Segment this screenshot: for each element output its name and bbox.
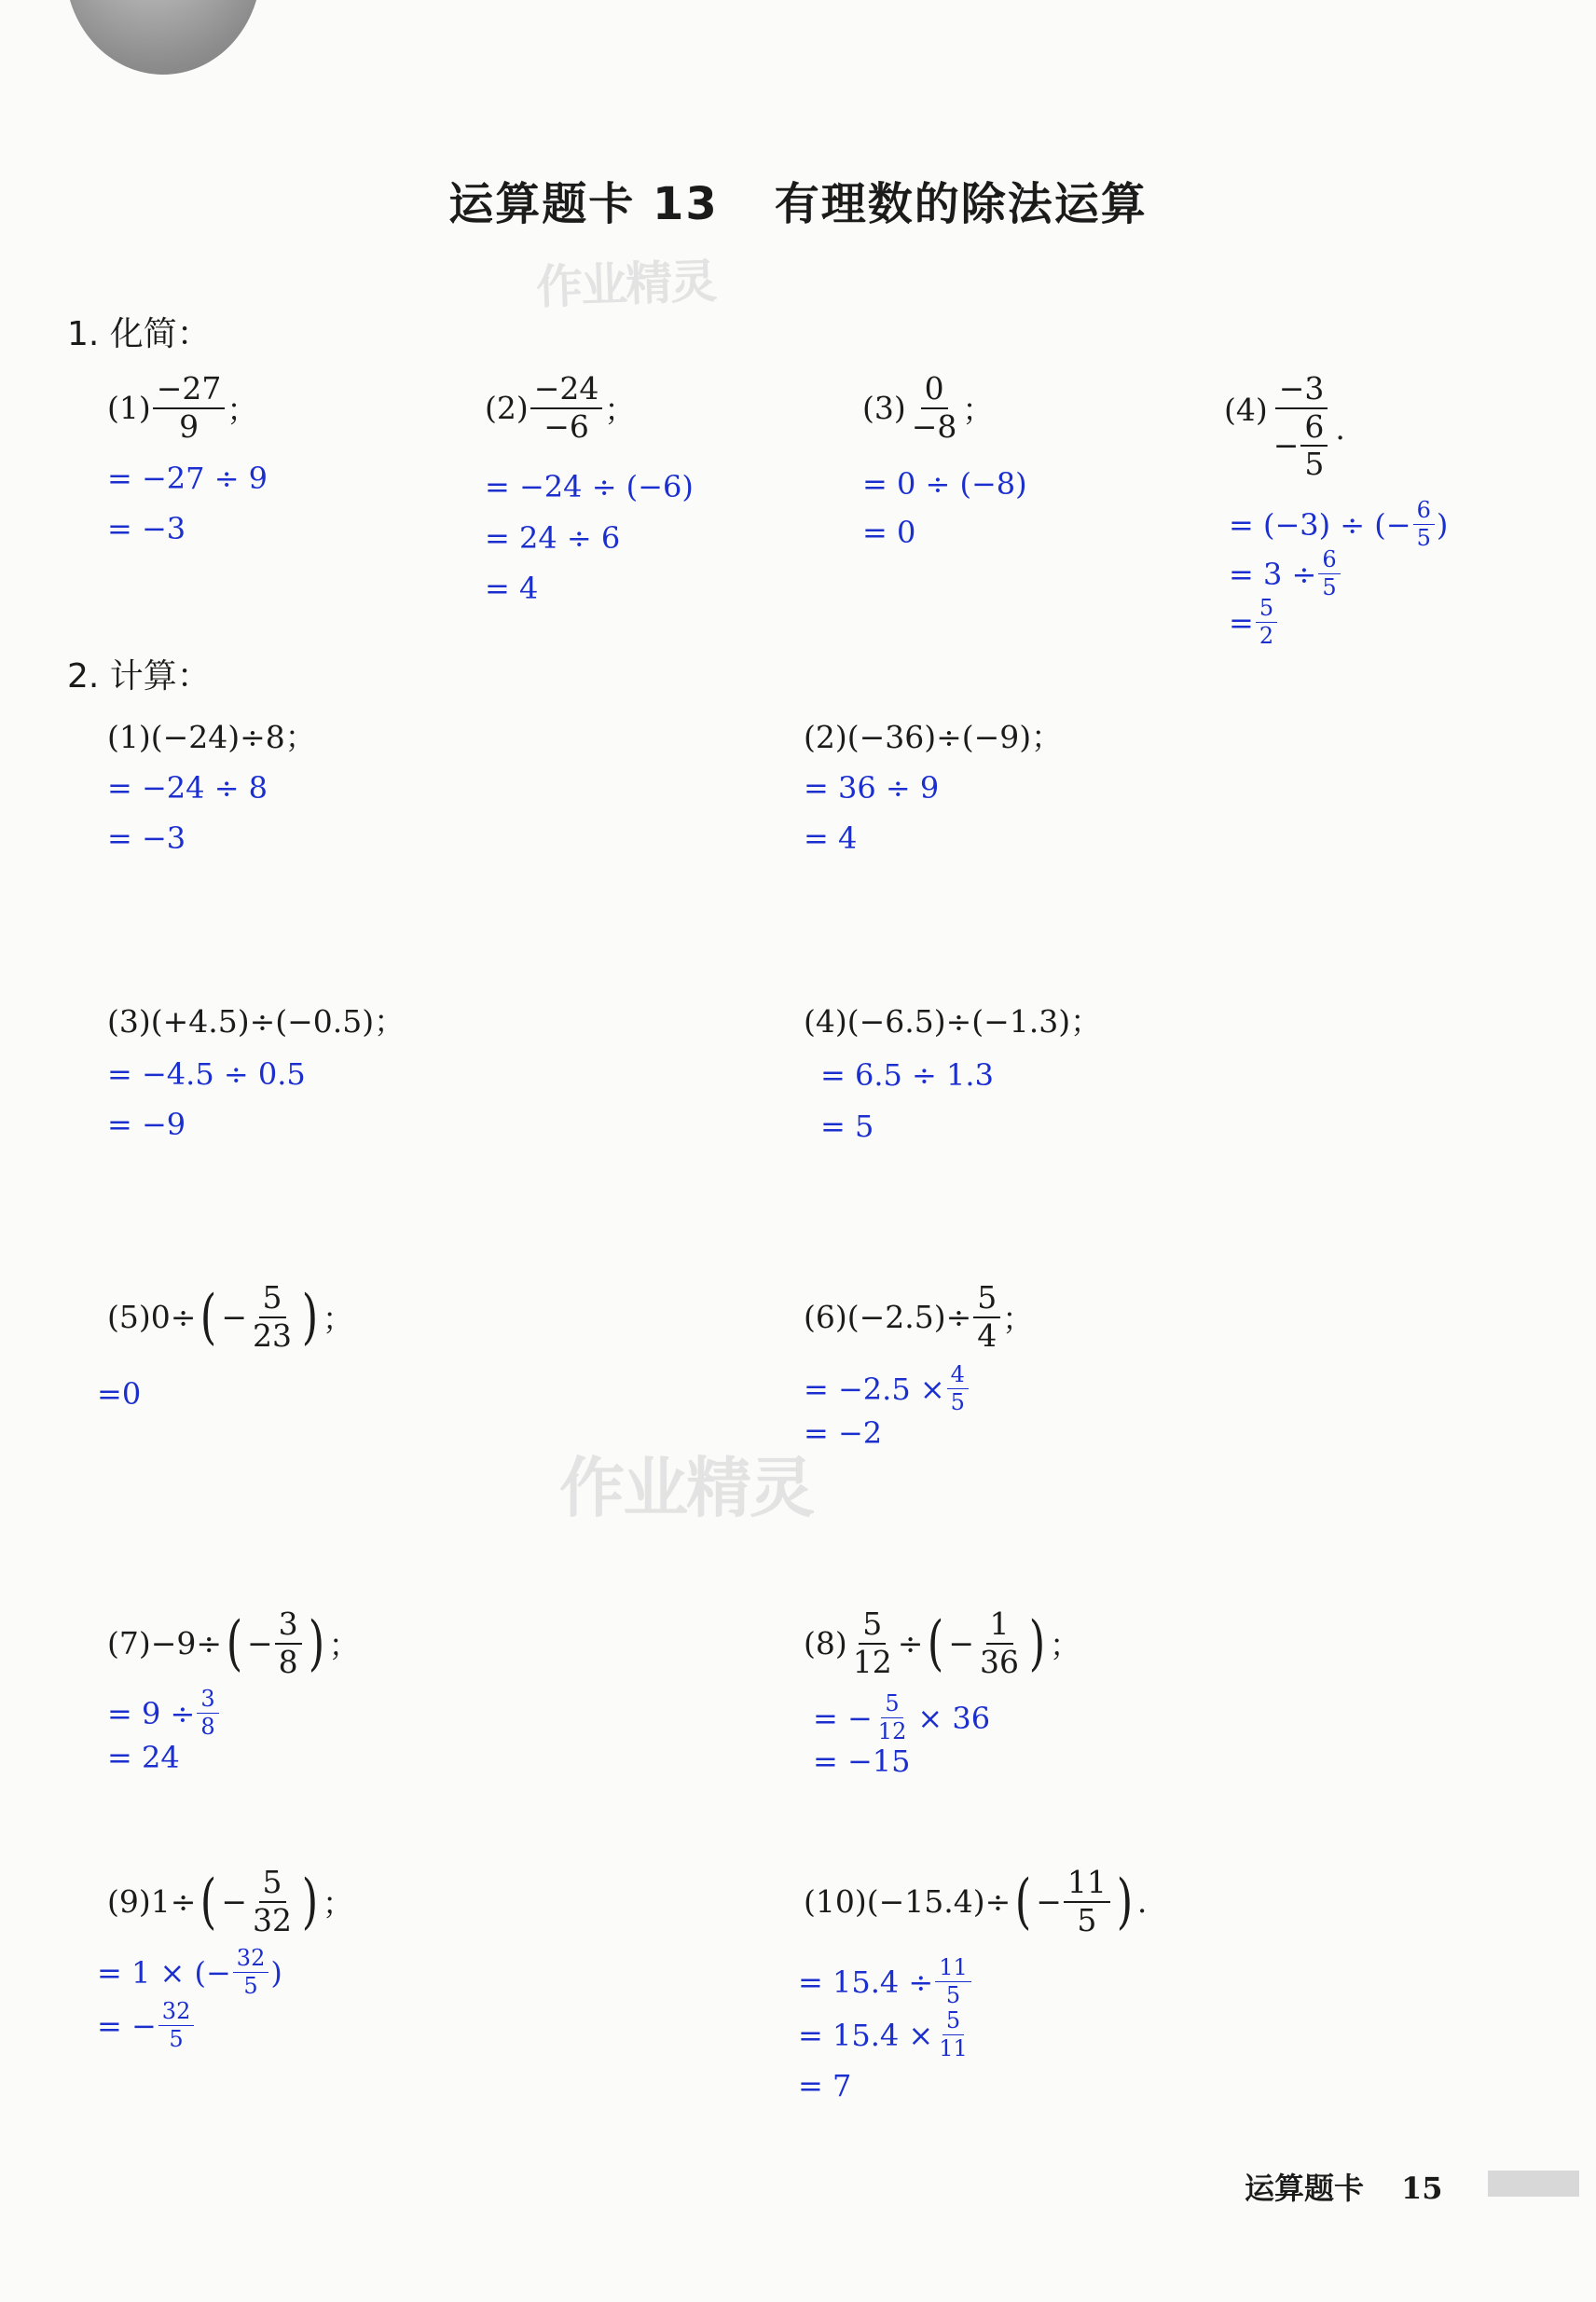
step-text-end: ) [270,1954,282,1991]
step-text: = 15.4 × [798,2017,934,2053]
label: (4) [1224,392,1268,428]
step-text: = 1 × (− [97,1954,231,1991]
footer-bar [1488,2171,1579,2197]
numerator: 1 [986,1608,1013,1645]
s1-p4-step-3 [1229,597,1279,648]
denominator: 12 [877,1718,907,1745]
section-2-heading: 2. 计算： [67,657,211,696]
denominator: 36 [980,1643,1020,1680]
divide-sign: ÷ [897,1625,924,1662]
footer-label: 运算题卡 [1245,2171,1365,2206]
minus-sign: − [221,1299,248,1336]
s1-p2-step-1: = −24 ÷ (−6) [485,469,694,504]
numerator: −24 [530,373,603,409]
fraction [158,2000,195,2051]
denominator: −8 [911,407,957,445]
expression-start: (10)(−15.4)÷ [804,1883,1011,1921]
s1-p1-step-1: = −27 ÷ 9 [107,461,268,496]
expression-start: (9)1÷ [107,1883,197,1921]
complex-fraction [1270,370,1334,483]
right-paren: ) [301,1867,319,1937]
s2-p4-step-2: = 5 [820,1109,874,1144]
step-text: = (−3) ÷ (− [1229,506,1411,543]
step-text: = − [813,1700,873,1736]
fraction [197,1688,218,1739]
fraction [908,370,961,445]
corner-decoration [65,0,261,75]
s1-problem-1 [107,370,258,445]
s2-problem-8 [804,1608,1080,1678]
s2-p9-step-2 [97,2000,196,2051]
numerator: 3 [197,1688,218,1714]
s2-p3-step-1: = −4.5 ÷ 0.5 [107,1056,306,1092]
fraction-2 [976,1608,1023,1678]
left-paren: ( [200,1282,217,1352]
s2-p1-step-1: = −24 ÷ 8 [107,770,268,806]
step-text: = 15.4 ÷ [798,1964,934,2000]
denominator: 23 [253,1316,293,1354]
step-text: = −2.5 × [804,1371,945,1407]
step-text-end: ) [1436,506,1449,543]
end-mark: ； [322,1885,353,1923]
s2-p6-step-1 [804,1363,970,1414]
denominator: 5 [950,1389,965,1416]
numerator: 0 [921,373,948,409]
s1-p3-step-2: = 0 [862,515,916,550]
end-mark: ； [227,392,258,429]
fraction [874,1692,911,1744]
numerator: 5 [973,1282,1000,1318]
numerator: 6 [1413,499,1435,525]
numerator: 4 [947,1363,969,1389]
expression-start: (5)0÷ [107,1299,197,1336]
fraction [1256,597,1277,648]
title-part2: 有理数的除法运算 [774,178,1148,230]
left-paren: ( [226,1608,243,1678]
s2-problem-9 [107,1864,353,1938]
left-paren: ( [928,1608,944,1678]
end-mark: . [1335,410,1345,447]
denominator: 5 [1322,574,1337,601]
s1-p2-step-3: = 4 [485,571,539,606]
numerator: 5 [859,1608,886,1645]
numerator: 5 [942,2009,964,2035]
s2-p4-step-1: = 6.5 ÷ 1.3 [820,1057,994,1093]
end-mark: ； [1002,1301,1034,1338]
step-text-end: × 36 [917,1700,991,1736]
right-paren: ) [1116,1867,1134,1937]
s2-problem-7 [107,1608,360,1678]
fraction [275,1608,302,1678]
s2-p5-step-1: =0 [97,1376,142,1412]
denominator [1270,409,1334,481]
minus-sign: − [1273,426,1300,463]
label: (8) [804,1625,847,1662]
end-mark: ； [962,392,994,429]
s2-problem-2: (2)(−36)÷(−9)； [804,719,1063,755]
numerator: 5 [259,1282,286,1318]
label: (1) [107,390,151,427]
s2-p6-step-2: = −2 [804,1415,883,1451]
label: (3) [862,390,906,427]
denominator: 8 [278,1643,298,1680]
s2-p8-step-2: = −15 [813,1744,911,1779]
numerator: −3 [1275,373,1328,409]
s1-p1-step-2: = −3 [107,511,186,546]
right-paren: ) [308,1608,324,1678]
expression-start: (7)−9÷ [107,1625,223,1662]
s2-problem-1: (1)(−24)÷8； [107,719,316,755]
s1-problem-3 [862,370,994,445]
right-paren: ) [301,1282,319,1352]
denominator: 5 [1077,1901,1097,1938]
numerator: 6 [1318,548,1340,574]
s2-p10-step-2 [798,2009,973,2061]
numerator: 5 [259,1867,286,1903]
fraction [1064,1864,1110,1938]
s1-p3-step-1: = 0 ÷ (−8) [862,466,1027,502]
fraction [233,1947,269,1998]
step-text: = 3 ÷ [1229,556,1317,592]
title-part1: 运算题卡 13 [448,178,719,230]
denominator: 9 [179,407,200,445]
expression-start: (6)(−2.5)÷ [804,1299,972,1336]
step-text: = − [97,2007,157,2044]
s2-p8-step-1 [813,1692,990,1744]
s2-problem-4: (4)(−6.5)÷(−1.3)； [804,1003,1102,1040]
s1-problem-4 [1224,370,1345,483]
denominator: 5 [1304,446,1325,483]
s2-p10-step-1 [798,1956,973,2007]
left-paren: ( [200,1867,217,1937]
fraction [973,1279,1000,1354]
fraction [249,1864,296,1938]
numerator: 32 [233,1947,269,1973]
page-number: 15 [1401,2171,1443,2206]
left-paren: ( [1015,1867,1032,1937]
watermark-top: 作业精灵 [535,254,717,315]
inner-fraction [1300,407,1328,483]
denominator: 5 [1416,525,1431,552]
end-mark: ； [328,1627,360,1664]
s1-p2-step-2: = 24 ÷ 6 [485,520,621,556]
end-mark: ； [322,1301,353,1338]
end-mark: ； [1050,1627,1080,1664]
denominator: 2 [1259,623,1274,650]
numerator: −27 [153,373,226,409]
numerator: 5 [1256,597,1277,623]
s2-p3-step-2: = −9 [107,1107,186,1142]
s2-p2-step-2: = 4 [804,820,858,856]
fraction [530,370,603,445]
s2-problem-10 [804,1864,1148,1938]
minus-sign: − [221,1883,248,1921]
fraction [153,370,226,445]
minus-sign: − [948,1625,975,1662]
numerator: 6 [1300,411,1328,448]
s2-problem-6 [804,1279,1034,1354]
end-mark: ； [604,392,636,429]
s1-p4-step-2 [1229,548,1342,600]
denominator: 12 [852,1643,892,1680]
denominator: 11 [939,2035,968,2062]
s1-p4-step-1 [1229,499,1448,550]
page-footer [1245,2165,1443,2208]
numerator: 5 [881,1692,902,1718]
s2-p9-step-1 [97,1947,282,1998]
s2-p2-step-1: = 36 ÷ 9 [804,770,940,806]
denominator: 4 [977,1316,998,1354]
s2-p1-step-2: = −3 [107,820,186,856]
fraction [935,1956,971,2007]
fraction [1318,548,1340,600]
s2-problem-3: (3)(+4.5)÷(−0.5)； [107,1003,406,1040]
numerator: 11 [1064,1867,1110,1903]
numerator: 3 [275,1608,302,1645]
end-mark: . [1136,1883,1148,1921]
fraction [935,2009,971,2061]
numerator: 32 [158,2000,195,2026]
denominator: 32 [253,1901,293,1938]
s1-problem-2 [485,370,636,445]
denominator: 5 [243,1973,258,2000]
fraction-1 [849,1608,896,1678]
numerator: 11 [935,1956,971,1982]
denominator: 5 [945,1982,961,2009]
page-title [0,168,1596,232]
minus-sign: − [1036,1883,1062,1921]
label: (2) [485,390,529,427]
fraction [249,1279,296,1354]
s2-p7-step-2: = 24 [107,1740,180,1775]
watermark-middle: 作业精灵 [559,1450,813,1526]
denominator: 5 [169,2026,184,2053]
fraction [947,1363,969,1414]
fraction [1413,499,1435,550]
s2-p7-step-1 [107,1688,221,1739]
denominator: 8 [200,1714,215,1741]
section-1-heading: 1. 化简： [67,315,211,353]
step-text: = [1229,604,1254,641]
right-paren: ) [1028,1608,1046,1678]
s2-problem-5 [107,1279,353,1354]
minus-sign: − [247,1625,273,1662]
step-text: = 9 ÷ [107,1695,196,1731]
denominator: −6 [543,407,589,445]
s2-p10-step-3: = 7 [798,2068,852,2103]
